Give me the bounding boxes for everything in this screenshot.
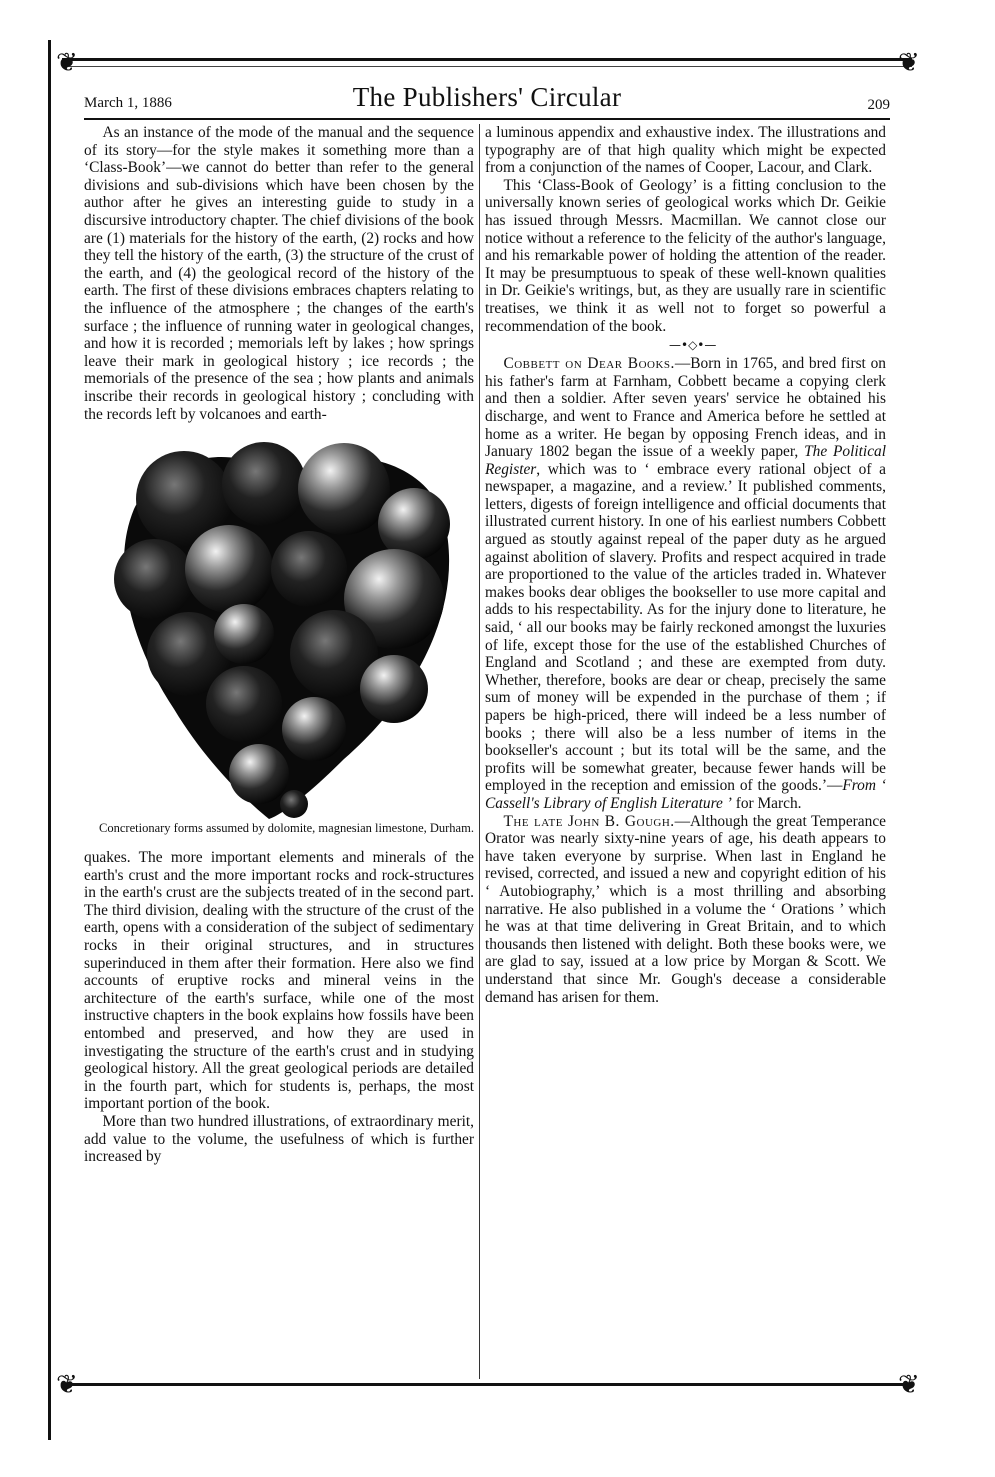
cobbett-source: From ‘ Cassell's Library of English Literature ’ xyxy=(485,777,886,812)
issue-date: March 1, 1886 xyxy=(84,95,172,111)
header-rule xyxy=(84,118,890,120)
article-paragraph: As an instance of the mode of the manual and the sequence of its story—for the style makes it something more than a ‘Class-Book’—we cannot do better than refer to the general divisions and sub-divisions which have been chosen by the author after he gives an interesting guide to study in a discursive introductory chapter. The chief divisions of the book are (1) materials for the history of the earth, (2) rocks and how they tell the history of the earth, (3) the structure of the crust of the earth, and (4) the geological record of the history of the earth. The first of these divisions embraces chapters relating to the influence of the atmosphere ; the changes of the earth's surface ; the influence of running water in geological changes, and how it is recorded ; memorials left by lakes ; how springs leave their mark in geological history ; ice records ; the memorials of the presence of the sea ; how plants and animals inscribe their records in geological history ; concluding with the records left by volcanoes and earth- xyxy=(84,124,474,423)
article-paragraph: a luminous appendix and exhaustive index. The illustrations and typography are of that high quality which might be expected from a conjunction of the names of Cooper, Lacour, and Clark. xyxy=(485,124,886,177)
cobbett-article xyxy=(485,355,886,812)
section-separator: —•◇•— xyxy=(669,338,717,353)
article-paragraph: More than two hundred illustrations, of extraordinary merit, add value to the volume, the usefulness of which is further increased by xyxy=(84,1113,474,1166)
political-register-title: The Political Register xyxy=(485,443,887,478)
page-number: 209 xyxy=(867,97,890,113)
article-paragraph: This ‘Class-Book of Geology’ is a fitting conclusion to the universally known series of geological works which Dr. Geikie has issued through Messrs. Macmillan. We cannot close our notice without a reference to the felicity of the author's language, and his remarkable power of holding the attention of the reader. It may be presumptuous to speak of these well-known qualities in Dr. Geikie's writings, but, as they are usually rare in scientific treatises, we think it as well not to forget so powerful a recommendation of the book. xyxy=(485,176,886,335)
top-right-ornament-icon: ❦ xyxy=(898,48,920,78)
page-header xyxy=(84,82,890,114)
figure-caption: Concretionary forms assumed by dolomite, magnesian limestone, Durham. xyxy=(99,821,474,836)
cobbett-text-continued: , which was to ‘ embrace every rational object of a newspaper, a magazine, and a review.’ It published comments, letters, digests of foreign intelligence and official documents that illustrated current history. In one of his earliest numbers Cobbett argued as stoutly against repeal of the paper duty as he argued against abolition of slavery. Profits and respect acquired in trade are proportioned to the value of the articles traded in. Whatever makes books dear obliges the bookseller to use more capital and adds to his respectability. As for the injury done to literature, he said, ‘ all our books may be fairly reckoned amongst the luxuries of life, except those for the use of the established Churches of England and Scotland ; and these are exempted from duty. Whether, therefore, books are dear or cheap, precisely the same sum of money will be expended in the purchase of them ; if papers be high-priced, there will indeed be a less number of books ; there will also be a less number of items in the bookseller's account ; but its total will be the same, and the profits will be somewhat greater, because fewer hands will be employed in the reception and emission of the goods.’— xyxy=(485,460,886,795)
top-border-thin-rule xyxy=(62,66,912,67)
gough-article xyxy=(485,813,886,1007)
right-column xyxy=(485,124,886,1006)
column-divider xyxy=(479,124,480,1379)
publication-title: The Publishers' Circular xyxy=(352,82,622,112)
cobbett-heading: Cobbett on Dear Books. xyxy=(503,355,675,373)
top-left-ornament-icon: ❦ xyxy=(56,48,78,78)
bottom-left-ornament-icon: ❦ xyxy=(56,1370,78,1400)
article-paragraph: quakes. The more important elements and minerals of the earth's crust and the more important rocks and rock-structures in the earth's crust are the subjects treated of in the second part. The third division, dealing with the structure of the crust of the earth, opens with a consideration of the subject of sedimentary rocks in their original structures, and in structures superinduced in them after their formation. Here also we find accounts of eruptive rocks and mineral veins in the architecture of the earth's surface, while one of the most instructive chapters in the book explains how fossils have been entombed and preserved, and how they are used in investigating the structure of the earth's crust and in studying geological history. All the great geological periods are detailed in the fourth part, which for students is, perhaps, the most important portion of the book. xyxy=(84,849,474,1113)
cobbett-text-end: for March. xyxy=(731,794,802,812)
top-border-rule xyxy=(62,58,912,61)
bottom-border-rule xyxy=(62,1383,912,1386)
gough-heading: The late John B. Gough. xyxy=(503,812,675,830)
left-margin-rule xyxy=(48,40,51,1440)
cobbett-text: —Born in 1765, and bred first on his father's farm at Farnham, Cobbett became a copying clerk and then a soldier. After seven years' service he obtained his discharge, and went to France and America before he settled at home as a writer. He began by opposing French ideas, and in January 1802 began the issue of a weekly paper, xyxy=(485,355,886,461)
left-column xyxy=(84,124,474,1166)
gough-text: —Although the great Temperance Orator was nearly sixty-nine years of age, his death appears to have taken everyone by surprise. When last in England he revised, corrected, and issued a new and copyright edition of his ‘ Autobiography,’ which is a most thrilling and absorbing narrative. He also published in a volume the ‘ Orations ’ which he was at that time delivering in Great Britain, and to which thousands then listened with delight. Both these books were, we are glad to say, issued at a low price by Morgan & Scott. We understand that since Mr. Gough's decease a considerable demand has arisen for them. xyxy=(485,812,886,1006)
concretion-figure-icon xyxy=(94,429,464,821)
geology-illustration xyxy=(84,429,474,849)
bottom-right-ornament-icon: ❦ xyxy=(898,1370,920,1400)
